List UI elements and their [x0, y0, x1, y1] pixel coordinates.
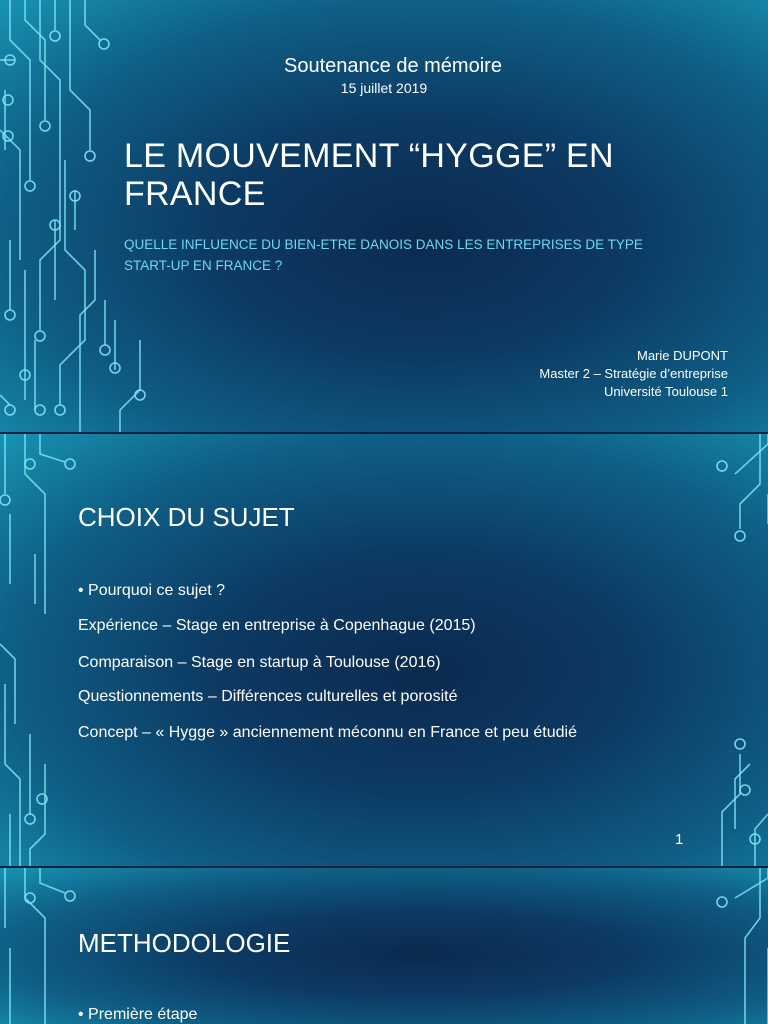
slide-title: [0, 0, 768, 432]
content-line-experience: Expérience – Stage en entreprise à Copenhague (2015): [78, 617, 476, 634]
presentation-subtitle: Soutenance de mémoire: [284, 55, 502, 77]
bullet-item: • Pourquoi ce sujet ?: [78, 582, 226, 599]
bullet-item: • Première étape: [78, 1006, 198, 1023]
author-program: Master 2 – Stratégie d’entreprise: [539, 366, 728, 381]
circuit-decoration: [0, 434, 768, 866]
slide-title: METHODOLOGIE: [78, 928, 291, 958]
slide-choix-du-sujet: [0, 434, 768, 866]
content-line-questionnements: Questionnements – Différences culturelles et porosité: [78, 688, 458, 705]
presentation-date: 15 juillet 2019: [340, 80, 428, 96]
author-university: Université Toulouse 1: [603, 384, 728, 399]
author-block: [539, 347, 728, 401]
content-line-comparaison: Comparaison – Stage en startup à Toulouse (2016): [78, 654, 441, 671]
content-line-concept: Concept – « Hygge » anciennement méconnu en France et peu étudié: [78, 724, 577, 741]
slide-title: CHOIX DU SUJET: [78, 502, 295, 532]
page-number: 1: [675, 831, 684, 848]
research-question: QUELLE INFLUENCE DU BIEN-ETRE DANOIS DANS LES ENTREPRISES DE TYPE START-UP EN FRANCE ?: [124, 237, 643, 273]
author-name: Marie DUPONT: [636, 348, 728, 363]
slide-methodologie: [0, 868, 768, 1024]
presentation-title: LE MOUVEMENT “HYGGE” EN FRANCE: [124, 137, 614, 213]
